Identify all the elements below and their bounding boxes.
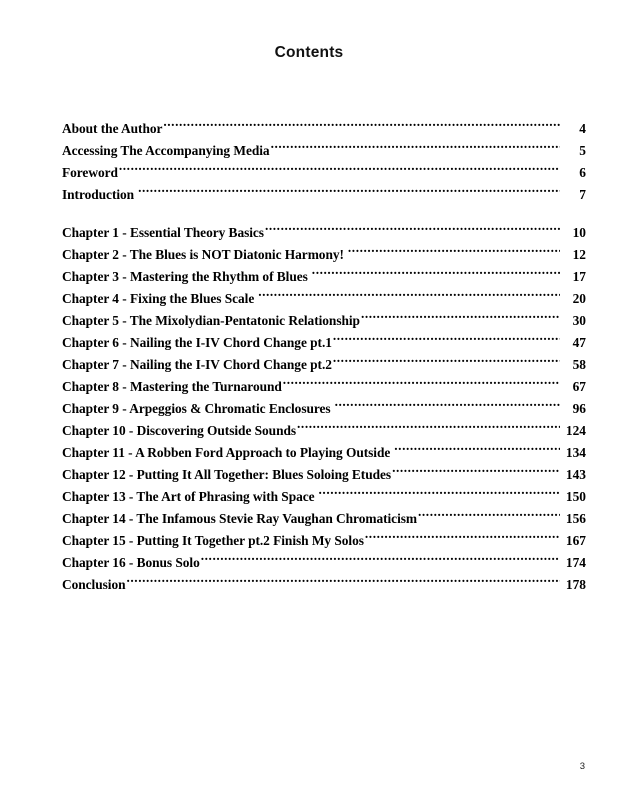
dot-leader (394, 444, 560, 457)
chapter-entry-title: Chapter 10 - Discovering Outside Sounds (62, 423, 297, 438)
chapters-group (62, 222, 586, 596)
dot-leader (333, 334, 560, 347)
dot-leader (365, 532, 560, 545)
chapter-entry-title: Chapter 11 - A Robben Ford Approach to Playing Outside (62, 445, 391, 460)
front-matter-entry-page-number: 4 (579, 121, 586, 136)
chapter-entry-page-number: 58 (572, 357, 586, 372)
chapter-entry-page-number: 156 (565, 511, 586, 526)
page-title: Contents (274, 44, 344, 61)
dot-leader (392, 466, 560, 479)
front-matter-entry-page-number: 7 (579, 187, 586, 202)
dot-leader (119, 164, 560, 177)
front-matter-entry-title: Foreword (62, 165, 118, 180)
dot-leader (418, 510, 560, 523)
table-of-contents (62, 118, 586, 596)
chapter-entry-title: Chapter 7 - Nailing the I-IV Chord Change pt.2 (62, 357, 332, 372)
toc-entry[interactable] (62, 266, 586, 288)
toc-entry[interactable] (62, 354, 586, 376)
chapter-entry-title: Chapter 3 - Mastering the Rhythm of Blues (62, 269, 308, 284)
toc-entry[interactable] (62, 464, 586, 486)
toc-entry[interactable] (62, 332, 586, 354)
dot-leader (335, 400, 560, 413)
chapter-entry-page-number: 47 (572, 335, 586, 350)
chapter-entry-title: Chapter 2 - The Blues is NOT Diatonic Harmony! (62, 247, 344, 262)
toc-entry[interactable] (62, 140, 586, 162)
dot-leader (348, 246, 560, 259)
chapter-entry-page-number: 20 (572, 291, 586, 306)
dot-leader (258, 290, 560, 303)
chapter-entry-page-number: 178 (565, 577, 586, 592)
toc-entry[interactable] (62, 376, 586, 398)
dot-leader (319, 488, 560, 501)
chapter-entry-page-number: 10 (572, 225, 586, 240)
toc-entry[interactable] (62, 162, 586, 184)
toc-entry[interactable] (62, 288, 586, 310)
toc-entry[interactable] (62, 552, 586, 574)
chapter-entry-page-number: 30 (572, 313, 586, 328)
chapter-entry-title: Chapter 12 - Putting It All Together: Blues Soloing Etudes (62, 467, 392, 482)
dot-leader (271, 142, 560, 155)
front-matter-entry-page-number: 5 (579, 143, 586, 158)
chapter-entry-title: Chapter 6 - Nailing the I-IV Chord Change pt.1 (62, 335, 332, 350)
chapter-entry-page-number: 134 (565, 445, 586, 460)
toc-entry[interactable] (62, 310, 586, 332)
chapter-entry-title: Conclusion (62, 577, 126, 592)
toc-entry[interactable] (62, 184, 586, 206)
dot-leader (283, 378, 560, 391)
toc-entry[interactable] (62, 222, 586, 244)
chapter-entry-title: Chapter 16 - Bonus Solo (62, 555, 200, 570)
toc-entry[interactable] (62, 530, 586, 552)
toc-entry[interactable] (62, 486, 586, 508)
dot-leader (361, 312, 560, 325)
dot-leader (297, 422, 560, 435)
chapter-entry-title: Chapter 5 - The Mixolydian-Pentatonic Relationship (62, 313, 360, 328)
chapter-entry-page-number: 143 (565, 467, 586, 482)
chapter-entry-title: Chapter 9 - Arpeggios & Chromatic Enclosures (62, 401, 331, 416)
front-matter-group (62, 118, 586, 206)
toc-entry[interactable] (62, 574, 586, 596)
dot-leader (138, 186, 560, 199)
chapter-entry-title: Chapter 13 - The Art of Phrasing with Space (62, 489, 315, 504)
toc-entry[interactable] (62, 398, 586, 420)
dot-leader (127, 576, 561, 589)
page-number-footer: 3 (579, 761, 585, 772)
dot-leader (312, 268, 560, 281)
chapter-entry-title: Chapter 4 - Fixing the Blues Scale (62, 291, 255, 306)
chapter-entry-title: Chapter 15 - Putting It Together pt.2 Finish My Solos (62, 533, 364, 548)
chapter-entry-title: Chapter 8 - Mastering the Turnaround (62, 379, 282, 394)
dot-leader (163, 120, 560, 133)
chapter-entry-page-number: 124 (565, 423, 586, 438)
front-matter-entry-title: Accessing The Accompanying Media (62, 143, 270, 158)
toc-entry[interactable] (62, 244, 586, 266)
dot-leader (333, 356, 560, 369)
chapter-entry-page-number: 167 (565, 533, 586, 548)
toc-entry[interactable] (62, 508, 586, 530)
chapter-entry-page-number: 67 (572, 379, 586, 394)
front-matter-entry-title: About the Author (62, 121, 163, 136)
dot-leader (201, 554, 560, 567)
chapter-entry-title: Chapter 14 - The Infamous Stevie Ray Vaughan Chromaticism (62, 511, 418, 526)
chapter-entry-page-number: 17 (572, 269, 586, 284)
chapter-entry-page-number: 174 (565, 555, 586, 570)
chapter-entry-page-number: 12 (572, 247, 586, 262)
chapter-entry-page-number: 96 (572, 401, 586, 416)
toc-entry[interactable] (62, 442, 586, 464)
chapter-entry-page-number: 150 (565, 489, 586, 504)
chapter-entry-title: Chapter 1 - Essential Theory Basics (62, 225, 264, 240)
front-matter-entry-title: Introduction (62, 187, 135, 202)
toc-entry[interactable] (62, 420, 586, 442)
front-matter-entry-page-number: 6 (579, 165, 586, 180)
dot-leader (265, 224, 560, 237)
toc-entry[interactable] (62, 118, 586, 140)
